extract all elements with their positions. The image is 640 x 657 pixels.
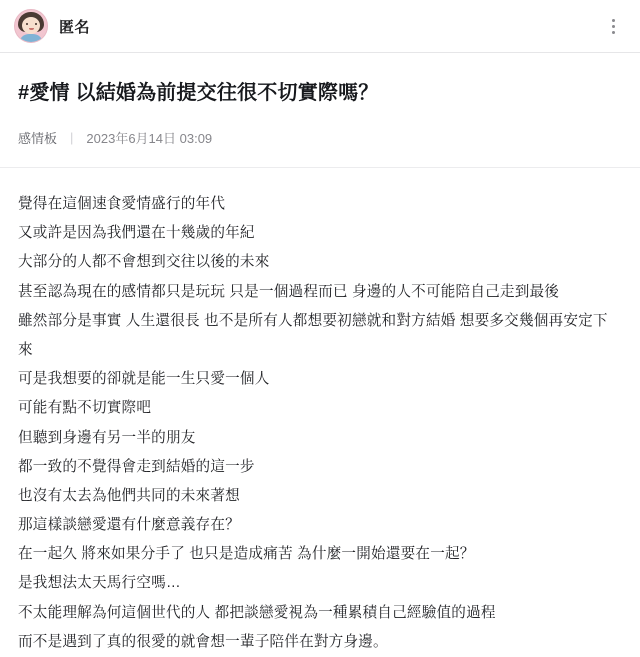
post-paragraph: 不太能理解為何這個世代的人 都把談戀愛視為一種累積自己經驗值的過程 (18, 604, 496, 621)
more-dot-1 (612, 19, 615, 22)
avatar-body (19, 34, 43, 43)
post-paragraph: 在一起久 將來如果分手了 也只是造成痛苦 為什麼一開始還要在一起？ (18, 546, 475, 563)
post-paragraph: 也沒有太去為他們共同的未來著想 (18, 487, 240, 504)
post-paragraph: 是我想法太天馬行空嗎… (18, 575, 181, 592)
post-paragraph: 覺得在這個速食愛情盛行的年代 (18, 196, 226, 212)
post-paragraph: 可能有點不切實際吧 (18, 400, 152, 417)
author-name[interactable]: 匿名 (59, 18, 91, 36)
more-dot-2 (612, 25, 615, 28)
post-paragraph: 大部分的人都不會想到交往以後的未來 (18, 254, 270, 271)
post-paragraph: 雖然部分是事實 人生還很長 也不是所有人都想要初戀就和對方結婚 想要多交幾個再安定下來 (18, 312, 608, 358)
post-paragraph: 但聽到身邊有另一半的朋友 (18, 429, 196, 446)
page-title (18, 79, 622, 108)
more-dot-3 (612, 31, 615, 34)
post-content (0, 168, 640, 657)
avatar-face (22, 17, 40, 34)
avatar[interactable] (14, 9, 48, 43)
avatar-eye-left (26, 23, 28, 25)
post-paragraph: 又或許是因為我們還在十幾歲的年紀 (18, 225, 255, 242)
post-title-wrap (0, 53, 640, 108)
post-paragraph: 都一致的不覺得會走到結婚的這一步 (18, 458, 255, 475)
more-options-icon[interactable] (602, 13, 624, 39)
avatar-eye-right (35, 23, 37, 25)
post-date: 2023年6月14日 03:09 (86, 131, 213, 146)
post-paragraph: 甚至認為現在的感情都只是玩玩 只是一個過程而已 身邊的人不可能陪自己走到最後 (18, 283, 560, 300)
post-paragraph: 而不是遇到了真的很愛的就會想一輩子陪伴在對方身邊。 (18, 633, 388, 650)
post-meta (0, 108, 640, 147)
post-paragraph: 可是我想要的卻就是能一生只愛一個人 (18, 371, 270, 388)
meta-separator: | (70, 130, 74, 145)
post-paragraph: 那這樣談戀愛還有什麼意義存在？ (18, 517, 240, 534)
title-text: 以結婚為前提交往很不切實際嗎？ (75, 82, 379, 104)
post-header (0, 0, 640, 52)
hashtag-link[interactable]: #愛情 (18, 82, 70, 104)
board-link[interactable]: 感情板 (18, 131, 58, 146)
